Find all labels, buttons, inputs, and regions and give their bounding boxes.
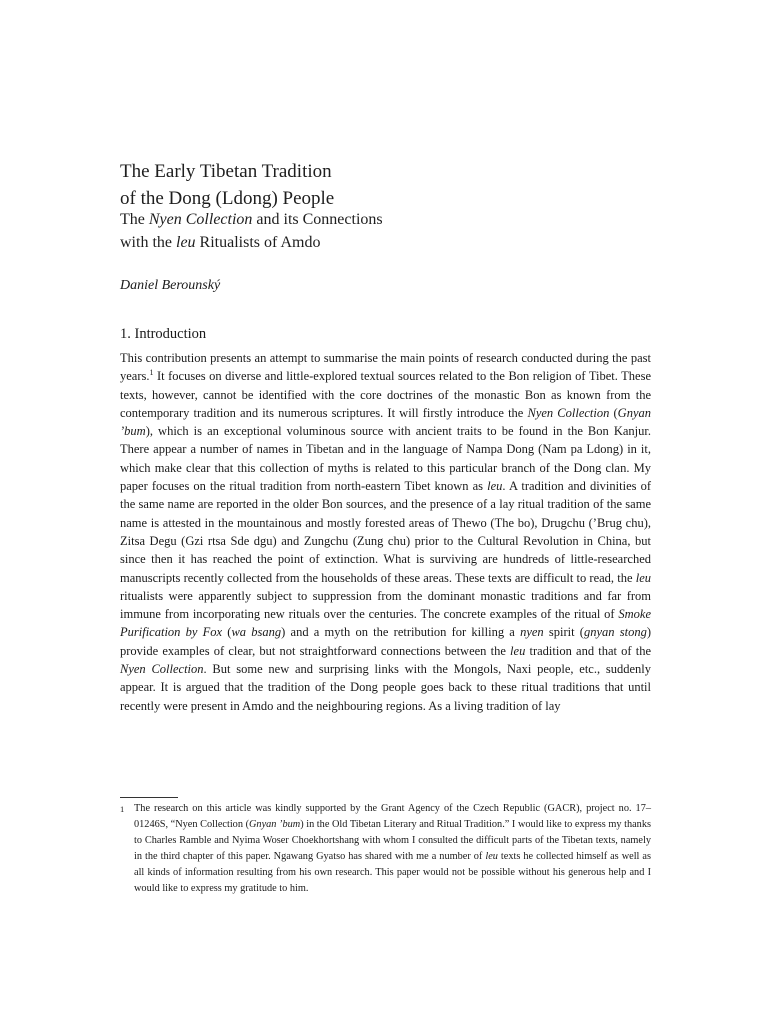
footnote-number: 1: [120, 804, 125, 814]
subtitle-italic: Nyen Collection: [148, 211, 253, 228]
body-paragraph: [120, 349, 651, 715]
footnote-divider: [120, 797, 178, 798]
section-heading: 1. Introduction: [120, 326, 207, 342]
body-italic: Nyen Collection: [120, 662, 204, 677]
body-text: tradition and that of the: [525, 643, 652, 658]
footnote-italic: Gnyan ’bum: [249, 819, 301, 830]
body-text: This contribution presents an attempt to summarise the main points of research conducted during the past years.: [120, 351, 651, 384]
body-text: ), which is an exceptional voluminous source with ancient traits to be found in the Bon Kanjur. There appear a number of names in Tibetan and in the language of Nampa Dong (Nam pa Ldong) in it, which make clear that this collection of myths is related to this particular branch of the Dong clan. My paper focuses on the ritual tradition from north-eastern Tibet known as: [120, 424, 651, 494]
paper-subtitle: [120, 208, 660, 254]
title-line-1: The Early Tibetan Tradition: [120, 161, 332, 182]
footnote-italic: leu: [485, 851, 498, 862]
footnote-reference[interactable]: 1: [149, 368, 154, 378]
body-italic: nyen: [520, 625, 544, 640]
body-text: ) provide examples of clear, but not straightforward connections between the: [120, 625, 651, 658]
body-italic: leu: [487, 479, 503, 494]
footnote-segment: texts he collected himself as well as all kinds of information resulting from his own research. This paper would not be possible without his generous help and I would like to express my gratitude to him.: [134, 851, 651, 894]
subtitle-text: with the: [120, 234, 176, 251]
body-text: ) and a myth on the retribution for killing a: [281, 625, 521, 640]
subtitle-line-1: [120, 208, 660, 231]
body-text: . A tradition and divinities of the same name are reported in the older Bon sources, and the presence of a lay ritual tradition of the same name is attested in the mountainous and mostly forested areas of Thewo (The bo), Drugchu (’Brug chu), Zitsa Degu (Gzi rtsa Sde dgu) and Zungchu (Zung chu) prior to the Cultural Revolution in China, but since then it has reached the point of extinction. What is surviving are hundreds of little-researched manuscripts recently collected from the households of these areas. These texts are difficult to read, the: [120, 479, 651, 585]
body-text: It focuses on diverse and little-explored textual sources related to the Bon religion of Tibet. These texts, however, cannot be identified with the core doctrines of the monastic Bon as known from the contemporary tradition and its numerous scriptures. It will firstly introduce the: [120, 369, 651, 420]
subtitle-italic: leu: [176, 234, 196, 251]
footnote-text: [134, 801, 651, 897]
subtitle-text: The: [120, 211, 149, 228]
subtitle-text: Ritualists of Amdo: [195, 234, 321, 251]
footnote-segment: ) in the Old Tibetan Literary and Ritual Tradition.” I would like to express my thanks to Charles Ramble and Nyima Woser Choekhortshang with whom I consulted the difficult parts of the Tibetan texts, namely in the third chapter of this paper. Ngawang Gyatso has shared with me a number of: [134, 819, 651, 862]
body-text: (: [222, 625, 232, 640]
body-text: (: [609, 405, 618, 420]
body-italic: wa bsang: [231, 625, 282, 640]
title-line-2: of the Dong (Ldong) People: [120, 188, 335, 209]
body-text: spirit (: [543, 625, 584, 640]
footnote-segment: The research on this article was kindly supported by the Grant Agency of the Czech Republic (GACR), project no. 17–01246S, “Nyen Collection (: [134, 803, 651, 830]
paper-title: [120, 158, 660, 212]
body-text: ritualists were apparently subject to suppression from the dominant monastic traditions and far from immune from incorporating new rituals over the centuries. The concrete examples of the ritual of: [120, 588, 651, 622]
body-italic: Nyen Collection: [527, 405, 610, 420]
body-italic: leu: [635, 570, 651, 585]
body-text: . But some new and surprising links with the Mongols, Naxi people, etc., suddenly appear. It is argued that the tradition of the Dong people goes back to these ritual traditions that until recently were present in Amdo and the neighbouring regions. As a living tradition of lay: [120, 662, 651, 713]
subtitle-text: and its Connections: [252, 211, 383, 228]
body-italic: leu: [510, 643, 526, 658]
subtitle-line-2: [120, 231, 660, 254]
body-italic: gnyan stong: [583, 625, 647, 640]
footnote: [120, 801, 651, 897]
body-italic: Gnyan ’bum: [120, 405, 651, 439]
author-name: Daniel Berounský: [120, 278, 221, 293]
body-italic: Smoke Purification by Fox: [120, 607, 651, 640]
